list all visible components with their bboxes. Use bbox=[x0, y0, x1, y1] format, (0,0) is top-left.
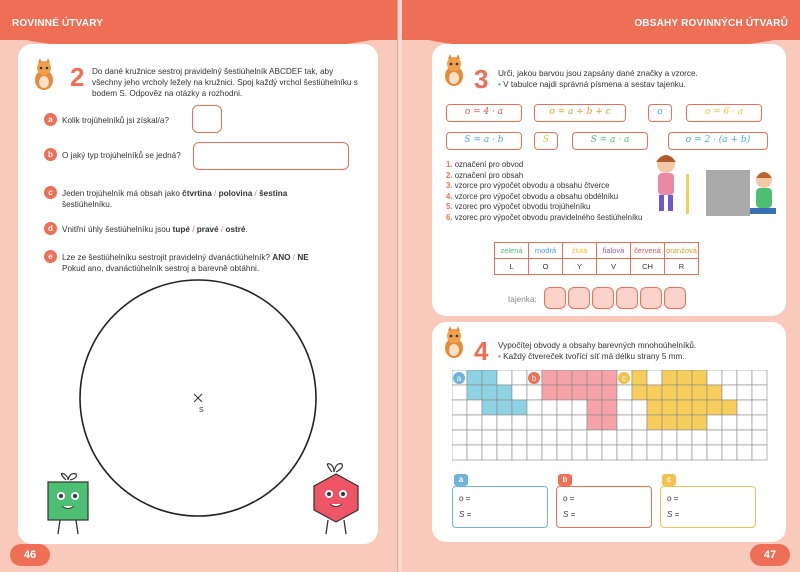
grid-cell bbox=[737, 445, 752, 460]
grid-cell bbox=[602, 430, 617, 445]
square-grid bbox=[452, 370, 772, 470]
list-item: 5. vzorec pro výpočet obvodu trojúhelníku bbox=[446, 202, 591, 211]
tajenka-input-4[interactable] bbox=[616, 287, 638, 309]
list-item: 2. označení pro obsah bbox=[446, 170, 524, 180]
result-box-a[interactable]: o = S = bbox=[452, 486, 548, 528]
color-cell: zelená bbox=[495, 243, 529, 259]
grid-cell bbox=[482, 385, 497, 400]
letter-cell: CH bbox=[631, 259, 665, 275]
result-tag-c: c bbox=[662, 474, 676, 486]
grid-cell bbox=[752, 415, 767, 430]
grid-cell bbox=[497, 430, 512, 445]
grid-cell bbox=[707, 385, 722, 400]
right-page bbox=[402, 0, 800, 572]
formula-box-1: o = 4 · a bbox=[446, 104, 522, 122]
grid-cell bbox=[452, 430, 467, 445]
grid-cell bbox=[617, 430, 632, 445]
grid-cell bbox=[452, 445, 467, 460]
grid-cell bbox=[632, 370, 647, 385]
grid-cell bbox=[512, 430, 527, 445]
letter-cell: O bbox=[529, 259, 563, 275]
letter-e-badge: e bbox=[44, 250, 57, 263]
grid-cell bbox=[512, 385, 527, 400]
grid-cell bbox=[542, 370, 557, 385]
definitions-list bbox=[446, 160, 676, 223]
grid-cell bbox=[512, 400, 527, 415]
grid-cell bbox=[647, 430, 662, 445]
grid-cell bbox=[662, 445, 677, 460]
grid-cell bbox=[467, 430, 482, 445]
formula-box-6: S bbox=[534, 132, 558, 150]
grid-cell bbox=[527, 430, 542, 445]
grid-cell bbox=[497, 385, 512, 400]
grid-cell bbox=[752, 430, 767, 445]
grid-cell bbox=[647, 400, 662, 415]
grid-cell bbox=[722, 430, 737, 445]
grid-cell bbox=[452, 400, 467, 415]
grid-cell bbox=[587, 445, 602, 460]
grid-cell bbox=[512, 445, 527, 460]
grid-cell bbox=[722, 445, 737, 460]
grid-cell bbox=[602, 370, 617, 385]
grid-cell bbox=[452, 385, 467, 400]
grid-cell bbox=[467, 370, 482, 385]
grid-cell bbox=[617, 415, 632, 430]
option-ano[interactable]: ANO bbox=[272, 253, 291, 262]
grid-cell bbox=[587, 430, 602, 445]
task-3-card bbox=[432, 44, 786, 316]
grid-cell bbox=[632, 430, 647, 445]
grid-cell bbox=[722, 400, 737, 415]
grid-cell bbox=[617, 400, 632, 415]
grid-cell bbox=[617, 385, 632, 400]
grid-cell bbox=[527, 385, 542, 400]
option-tupe[interactable]: tupé bbox=[172, 225, 190, 234]
grid-cell bbox=[467, 445, 482, 460]
grid-cell bbox=[542, 385, 557, 400]
color-letter-table bbox=[494, 242, 699, 275]
grid-cell bbox=[632, 415, 647, 430]
grid-cell bbox=[692, 370, 707, 385]
grid-cell bbox=[677, 445, 692, 460]
task-4-number: 4 bbox=[474, 336, 489, 366]
grid-cell bbox=[647, 415, 662, 430]
grid-cell bbox=[707, 445, 722, 460]
letter-cell: R bbox=[665, 259, 699, 275]
grid-cell bbox=[662, 370, 677, 385]
task-2-card bbox=[18, 44, 378, 544]
option-prave[interactable]: pravé bbox=[196, 225, 219, 234]
grid-cell bbox=[497, 400, 512, 415]
result-tag-b: b bbox=[558, 474, 572, 486]
task-4-card bbox=[432, 322, 786, 542]
grid-cell bbox=[677, 415, 692, 430]
polygon-label: a bbox=[456, 374, 462, 383]
color-cell: žlutá bbox=[563, 243, 597, 259]
formula-box-7: S = a · a bbox=[572, 132, 648, 150]
grid-cell bbox=[557, 400, 572, 415]
grid-cell bbox=[647, 385, 662, 400]
grid-cell bbox=[677, 400, 692, 415]
grid-cell bbox=[467, 385, 482, 400]
green-square-character bbox=[44, 472, 94, 538]
grid-cell bbox=[752, 385, 767, 400]
grid-cell bbox=[632, 400, 647, 415]
right-header bbox=[402, 0, 800, 40]
letter-cell: V bbox=[597, 259, 631, 275]
grid-cell bbox=[662, 430, 677, 445]
grid-cell bbox=[542, 415, 557, 430]
formula-box-8: o = 2 · (a + b) bbox=[668, 132, 768, 150]
polygon-label: c bbox=[622, 374, 626, 383]
grid-cell bbox=[467, 415, 482, 430]
grid-cell bbox=[707, 370, 722, 385]
grid-cell bbox=[482, 400, 497, 415]
grid-cell bbox=[752, 400, 767, 415]
grid-cell bbox=[497, 370, 512, 385]
grid-cell bbox=[512, 415, 527, 430]
tajenka-input-5[interactable] bbox=[640, 287, 662, 309]
grid-cell bbox=[662, 385, 677, 400]
polygon-label: b bbox=[531, 374, 537, 383]
squirrel-icon bbox=[30, 58, 58, 92]
grid-cell bbox=[752, 445, 767, 460]
grid-cell bbox=[662, 400, 677, 415]
answer-a-input[interactable] bbox=[192, 105, 222, 133]
grid-cell bbox=[542, 400, 557, 415]
left-page bbox=[0, 0, 398, 572]
squirrel-icon bbox=[440, 326, 468, 360]
letter-cell: Y bbox=[563, 259, 597, 275]
grid-cell bbox=[617, 445, 632, 460]
option-sestina[interactable]: šestina bbox=[259, 189, 288, 198]
construction-circle[interactable] bbox=[78, 274, 318, 524]
task-instruction: Do dané kružnice sestroj pravidelný šestiúhelník ABCDEF tak, aby všechny jeho vrcholy ležely na kružnici. Spoj každý vrchol šestiúhelníku s bodem S. Odpověz na otázky a rozhodni. bbox=[92, 67, 358, 98]
grid-cell bbox=[572, 415, 587, 430]
letter-a-badge: a bbox=[44, 113, 57, 126]
grid-cell bbox=[482, 430, 497, 445]
grid-cell bbox=[677, 370, 692, 385]
grid-cell bbox=[602, 415, 617, 430]
grid-cell bbox=[587, 385, 602, 400]
result-box-c[interactable]: o = S = bbox=[660, 486, 756, 528]
color-cell: fialová bbox=[597, 243, 631, 259]
question-a: Kolik trojúhelníků jsi získal/a? bbox=[62, 116, 169, 125]
grid-cell bbox=[557, 430, 572, 445]
formula-box-3: o bbox=[648, 104, 672, 122]
grid-cell bbox=[482, 445, 497, 460]
grid-cell bbox=[692, 445, 707, 460]
grid-cell bbox=[752, 370, 767, 385]
list-item: 3. vzorce pro výpočet obvodu a obsahu čtverce bbox=[446, 181, 610, 190]
task-3-instruction: Urči, jakou barvou jsou zapsány dané značky a vzorce. • V tabulce najdi správná písmena a sestav tajenku. bbox=[498, 69, 698, 89]
list-item: 6. vzorec pro výpočet obvodu pravidelného šestiúhelníku bbox=[446, 212, 643, 222]
grid-cell bbox=[737, 415, 752, 430]
grid-cell bbox=[497, 415, 512, 430]
letter-c-badge: c bbox=[44, 186, 57, 199]
squirrel-icon bbox=[440, 54, 468, 88]
grid-cell bbox=[572, 385, 587, 400]
grid-cell bbox=[602, 445, 617, 460]
grid-cell bbox=[677, 430, 692, 445]
grid-cell bbox=[587, 370, 602, 385]
left-header bbox=[0, 0, 397, 40]
grid-cell bbox=[512, 370, 527, 385]
grid-cell bbox=[557, 415, 572, 430]
letter-d-badge: d bbox=[44, 222, 57, 235]
question-e: Lze ze šestiúhelníku sestrojit pravidelný dvanáctiúhelník? ANO / NE Pokud ano, dvanáctiúhelník sestroj a barevně obtáhni. bbox=[62, 253, 309, 273]
grid-cell bbox=[662, 415, 677, 430]
right-header-title: OBSAHY ROVINNÝCH ÚTVARŮ bbox=[634, 18, 788, 29]
grid-cell bbox=[452, 415, 467, 430]
grid-cell bbox=[602, 400, 617, 415]
grid-cell bbox=[557, 370, 572, 385]
list-item: 4. vzorce pro výpočet obvodu a obsahu obdélníku bbox=[446, 191, 619, 201]
grid-cell bbox=[572, 400, 587, 415]
left-header-title: ROVINNÉ ÚTVARY bbox=[12, 18, 104, 29]
grid-cell bbox=[602, 385, 617, 400]
grid-cell bbox=[722, 415, 737, 430]
grid-cell bbox=[572, 445, 587, 460]
color-cell: oranžová bbox=[665, 243, 699, 259]
grid-cell bbox=[527, 415, 542, 430]
page-number-left: 46 bbox=[10, 544, 50, 566]
grid-cell bbox=[587, 415, 602, 430]
grid-cell bbox=[542, 445, 557, 460]
option-polovina[interactable]: polovina bbox=[218, 189, 253, 198]
grid-cell bbox=[737, 430, 752, 445]
letter-cell: L bbox=[495, 259, 529, 275]
tajenka-input-3[interactable] bbox=[592, 287, 614, 309]
grid-cell bbox=[467, 400, 482, 415]
grid-cell bbox=[692, 400, 707, 415]
grid-cell bbox=[677, 385, 692, 400]
grid-cell bbox=[572, 430, 587, 445]
tajenka-input-2[interactable] bbox=[568, 287, 590, 309]
tajenka-label: tajenka: bbox=[508, 295, 537, 304]
result-box-b[interactable]: o = S = bbox=[556, 486, 652, 528]
grid-cell bbox=[722, 385, 737, 400]
grid-cell bbox=[737, 370, 752, 385]
formula-box-4: o = 6 · a bbox=[686, 104, 762, 122]
list-item: 1. označení pro obvod bbox=[446, 160, 524, 169]
grid-cell bbox=[482, 370, 497, 385]
grid-cell bbox=[722, 370, 737, 385]
formula-box-5: S = a · b bbox=[446, 132, 522, 150]
question-d: Vnitřní úhly šestiúhelníku jsou tupé / pravé / ostré. bbox=[62, 225, 248, 234]
grid-cell bbox=[647, 445, 662, 460]
tajenka-input-6[interactable] bbox=[664, 287, 686, 309]
grid-cell bbox=[707, 430, 722, 445]
center-point-label: S bbox=[199, 407, 204, 414]
page-number-right: 47 bbox=[750, 544, 790, 566]
question-c: Jeden trojúhelník má obsah jako čtvrtina / polovina / šestina šestiúhelníku. bbox=[62, 189, 288, 209]
grid-cell bbox=[572, 370, 587, 385]
color-cell: modrá bbox=[529, 243, 563, 259]
task-3-number: 3 bbox=[474, 64, 489, 94]
letter-b-badge: b bbox=[44, 148, 57, 161]
answer-b-input[interactable] bbox=[193, 142, 349, 170]
color-cell: červená bbox=[631, 243, 665, 259]
grid-cell bbox=[527, 445, 542, 460]
task-4-instruction: Vypočítej obvody a obsahy barevných mnohoúhelníků. • Každý čtvereček tvořící síť má délku strany 5 mm. bbox=[498, 341, 697, 361]
grid-cell bbox=[707, 415, 722, 430]
grid-cell bbox=[557, 385, 572, 400]
children-illustration bbox=[646, 150, 780, 230]
option-ostre[interactable]: ostré bbox=[225, 225, 246, 234]
grid-cell bbox=[692, 415, 707, 430]
grid-cell bbox=[632, 385, 647, 400]
grid-cell bbox=[692, 385, 707, 400]
red-hexagon-character bbox=[308, 462, 364, 538]
grid-cell bbox=[587, 400, 602, 415]
grid-cell bbox=[632, 445, 647, 460]
result-tag-a: a bbox=[454, 474, 468, 486]
grid-cell bbox=[542, 430, 557, 445]
tajenka-input-1[interactable] bbox=[544, 287, 566, 309]
grid-cell bbox=[497, 445, 512, 460]
grid-cell bbox=[737, 385, 752, 400]
grid-cell bbox=[647, 370, 662, 385]
task-number: 2 bbox=[70, 62, 85, 92]
grid-cell bbox=[557, 445, 572, 460]
grid-cell bbox=[527, 400, 542, 415]
grid-cell bbox=[482, 415, 497, 430]
question-b: O jaký typ trojúhelníků se jedná? bbox=[62, 151, 181, 160]
formula-box-2: o = a + b + c bbox=[534, 104, 626, 122]
option-ctvrtina[interactable]: čtvrtina bbox=[182, 189, 212, 198]
grid-cell bbox=[737, 400, 752, 415]
option-ne[interactable]: NE bbox=[297, 253, 309, 262]
grid-cell bbox=[692, 430, 707, 445]
grid-cell bbox=[707, 400, 722, 415]
